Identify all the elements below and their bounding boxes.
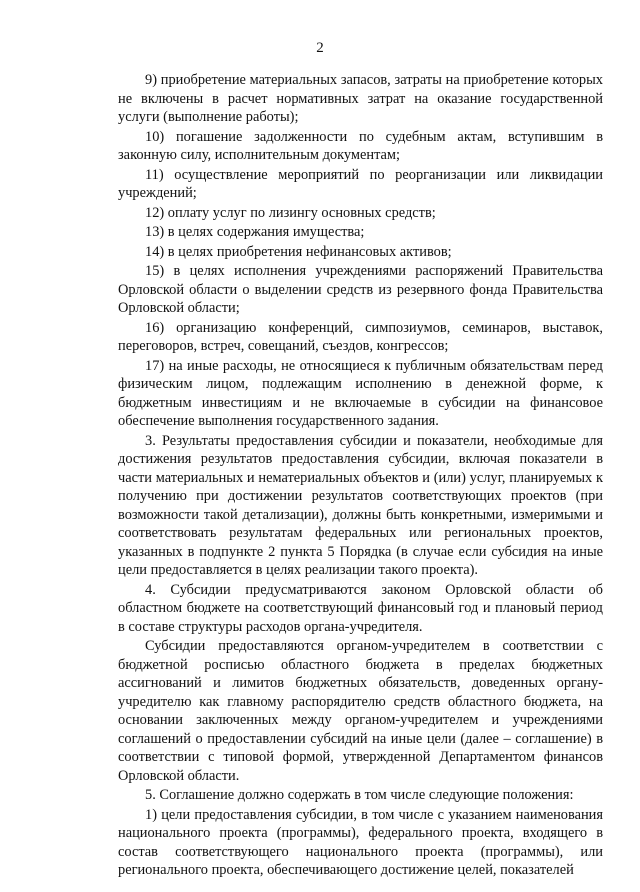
paragraph-item-16: 16) организацию конференций, симпозиумов, семинаров, выставок, переговоров, встреч, совещаний, съездов, конгрессов;: [118, 319, 603, 354]
paragraph-section-5-item-1: 1) цели предоставления субсидии, в том числе с указанием наименования национального проекта (программы), федерального проекта, входящего в состав соответствующего национального проекта (программы), или регионального проекта, обеспечивающего достижение целей, показателей: [118, 806, 603, 878]
paragraph-section-5: 5. Соглашение должно содержать в том числе следующие положения:: [145, 787, 574, 803]
paragraph-item-17: 17) на иные расходы, не относящиеся к публичным обязательствам перед физическим лицом, подлежащим исполнению в денежной форме, к бюджетным инвестициям и не включаемые в субсидии на финансовое обеспечение выполнения государственного задания.: [118, 357, 603, 429]
page-number: 2: [316, 40, 324, 56]
paragraph-item-15: 15) в целях исполнения учреждениями распоряжений Правительства Орловской области о выделении средств из резервного фонда Правительства Орловской области;: [118, 263, 603, 316]
paragraph-section-4: 4. Субсидии предусматриваются законом Орловской области об областном бюджете на соответствующий финансовый год и плановый период в составе структуры расходов органа-учредителя.: [118, 581, 603, 635]
paragraph-section-3: 3. Результаты предоставления субсидии и показатели, необходимые для достижения результатов предоставления субсидии, включая показатели в части материальных и нематериальных объектов и (или) услуг, планируемых к получению при достижении результатов соответствующих проектов (при возможности такой детализации), должны быть конкретными, измеримыми и соответствовать результатам федеральных или региональных проектов, указанных в подпункте 2 пункта 5 Порядка (в случае если субсидия на иные цели предоставляется в целях реализации такого проекта).: [118, 432, 603, 578]
paragraph-item-9: 9) приобретение материальных запасов, затраты на приобретение которых не включены в расчет нормативных затрат на оказание государственной услуги (выполнение работы);: [118, 72, 603, 125]
paragraph-item-14: 14) в целях приобретения нефинансовых активов;: [145, 243, 452, 260]
paragraph-item-11: 11) осуществление мероприятий по реорганизации или ликвидации учреждений;: [118, 166, 603, 201]
paragraph-item-13: 13) в целях содержания имущества;: [145, 224, 365, 240]
paragraph-subsidies: Субсидии предоставляются органом-учредителем в соответствии с бюджетной росписью областного бюджета в пределах бюджетных ассигнований и лимитов бюджетных обязательств, доведенных органу-учредителю как главному распорядителю средств областного бюджета, на основании заключенных между органом-учредителем и учреждениями соглашений о предоставлении субсидий на иные цели (далее – соглашение) в соответствии с типовой формой, утвержденной Департаментом финансов Орловской области.: [118, 638, 603, 784]
paragraph-item-12: 12) оплату услуг по лизингу основных средств;: [145, 204, 436, 221]
document-body: [118, 71, 603, 880]
paragraph-item-10: 10) погашение задолженности по судебным актам, вступившим в законную силу, исполнительным документам;: [118, 128, 603, 163]
